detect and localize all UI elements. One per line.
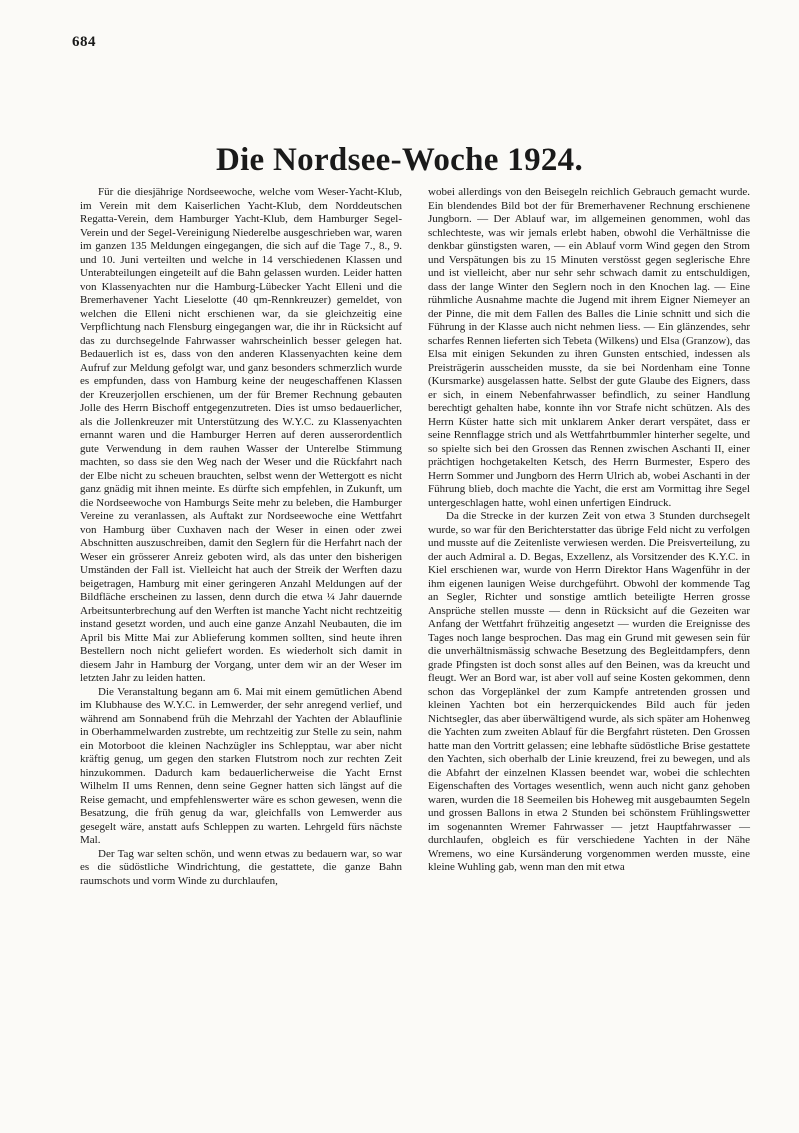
left-column: [80, 186, 402, 1096]
article-title: Die Nordsee-Woche 1924.: [215, 142, 584, 178]
paragraph: Da die Strecke in der kurzen Zeit von etwa 3 Stunden durchsegelt wurde, so war für den Berichterstatter das übrige Feld nicht zu verfolgen und musste auf die Zeitenliste verwiesen werden. Die Preisverteilung, zu der auch Admiral a. D. Begas, Exzellenz, als Vorsitzender des K.Y.C. in Kiel erschienen war, wurde von Herrn Direktor Hans Wagenführ in der ihm eigenen launigen Weise durchgeführt. Obwohl der kommende Tag an Segler, Richter und sonstige amtlich beteiligte Herren grosse Ansprüche stellen musste — denn in Rücksicht auf die Gezeiten war Anfang der Wettfahrt frühzeitig angesetzt — wurden die Ereignisse des Tages noch lange besprochen. Das mag ein Grund mit gewesen sein für die unverhältnismässig schwache Besetzung des Begleitdampfers, denn grade Pfingsten ist doch sonst alles auf den Beinen, was da kreucht und fleugt. Wer an Bord war, ist aber voll auf seine Kosten gekommen, denn schon das Vorgeplänkel der zum Kampfe antretenden grossen und kleinen Yachten bot ein herzerquickendes Bild auch für jeden Nichtsegler, das aber überwältigend wurde, als sich später am Hohenweg die Yachten zum zweiten Ablauf für die Bergfahrt rüsteten. Den Grossen hatte man den Vortritt gelassen; eine lebhafte südöstliche Brise gestattete den Yachten, sich oberhalb der Linie kreuzend, frei zu bewegen, und als die Abfahrt der einzelnen Klassen beendet war, wobei die schlechten Eigenschaften des Vortages wesentlich, wenn auch nicht ganz gehoben waren, wurden die 18 Seemeilen bis Hoheweg mit ausgebaumten Segeln und grossen Ballons in etwa 2 Stunden bei schönstem Frühlingswetter im sogenannten Wremer Fahrwasser — jetzt Hauptfahrwasser — durchlaufen, obgleich es für verschiedene Yachten in der Nähe Wremens, wo eine Kursänderung vorgenommen werden musste, eine kleine Wuhling gab, wenn man den mit etwa: [428, 510, 750, 873]
paragraph: wobei allerdings von den Beisegeln reichlich Gebrauch gemacht wurde. Ein blendendes Bild bot der für Bremerhavener Rechnung erschienene Jungborn. — Der Ablauf war, im allgemeinen genommen, wohl das schlechteste, was wir jemals erlebt haben, obwohl die Verhältnisse die denkbar günstigsten waren, — ein Ablauf vorm Wind gegen den Strom und Verspätungen bis zu 15 Minuten verstösst gegen seglerische Ehre und ist vielleicht, aber nur sehr sehr schwach damit zu entschuldigen, dass der lange Winter den Seglern noch in den Knochen lag. — Eine rühmliche Ausnahme machte die Jugend mit ihrem Eigner Niemeyer an der Pinne, die mit dem Fallen des Balles die Linie schnitt und sich die Führung in der Klasse auch nicht nehmen liess. — Ein glänzendes, sehr scharfes Rennen lieferten sich Tebeta (Wilkens) und Elsa (Granzow), das Elsa mit einigen Sekunden zu ihren Gunsten entschied, indessen als Preisträgerin ausscheiden musste, da sie bei Nordenham eine Tonne (Kursmarke) ausgelassen hatte. Selbst der gute Glaube des Eigners, dass er sich, in einem Nebenfahrwasser befindlich, zu seiner Handlung berechtigt gehalten habe, konnte ihn vor Strafe nicht schützen. Als des Herrn Küster hatte sich mit unklarem Anker derart verspätet, dass er seine Rennflagge strich und als Wettfahrtbummler hinterher segelte, und so spielte sich bei den Grossen das Rennen zwischen Aschanti II, einer prächtigen hochgetakelten Ketsch, des Herrn Burmester, Espero des Herrn Sommer und Jungborn des Herrn Ulrich ab, wobei Aschanti in der Führung blieb, doch machte die Yacht, die erst am Vormittag ihre Segel untergeschlagen hatte, wohl einen unfertigen Eindruck.: [428, 186, 750, 509]
paragraph: Der Tag war selten schön, und wenn etwas zu bedauern war, so war es die südöstliche Windrichtung, die gestattete, die ganze Bahn raumschots und vorm Winde zu durchlaufen,: [80, 847, 402, 887]
paragraph: Für die diesjährige Nordseewoche, welche vom Weser-Yacht-Klub, im Verein mit dem Kaiserlichen Yacht-Klub, dem Norddeutschen Regatta-Verein, dem Hamburger Yacht-Klub, dem Hamburger Segel-Verein und der Segel-Vereinigung Niederelbe ausgeschrieben war, waren im ganzen 135 Meldungen eingegangen, die sich auf die Tage 7., 8., 9. und 10. Juni verteilten und welche in 14 verschiedenen Klassen und Unterabteilungen eingeteilt auf die Bahn gelassen wurden. Leider hatten von Klassenyachten nur die Hamburg-Lübecker Yacht Elleni und die Bremerhavener Yacht Lieselotte (40 qm-Rennkreuzer) gemeldet, von welchen die Elleni nicht erschienen war, da sie gleichzeitig eine Verpflichtung nach Flensburg eingegangen war, die ihr in Rücksicht auf das zu durchsegelnde Fahrwasser wahrscheinlich besser gelegen hat. Bedauerlich ist es, dass von den anderen Klassenyachten keine dem Aufruf zur Meldung gefolgt war, und ganz besonders schmerzlich wurde es empfunden, dass von Hamburg keine der neugeschaffenen Klassen der Kreuzerjollen erschienen, um der für Bremer Rechnung gebauten Jolle des Herrn Bischoff entgegenzutreten. Dies ist umso bedauerlicher, als die Jollenkreuzer mit Unterstützung des W.Y.C. zu Klassenyachten ernannt waren und die Hamburger Herren auf deren ausserordentlich gute Verwendung in dem rauhen Wasser der Unterelbe Stimmung machten, so dass sie den Weg nach der Weser und die Rückfahrt nach der Elbe nicht zu scheuen brauchten, selbst wenn der Wettergott es nicht ganz gnädig mit ihnen meinte. Es dürfte sich empfehlen, in Zukunft, um die Nordseewoche von Hamburgs Seite mehr zu beleben, die Hamburger Vereine zu veranlassen, als Auftakt zur Nordseewoche eine Wettfahrt von Hamburg über Cuxhaven nach der Weser in einen oder zwei Abschnitten auszuschreiben, damit den Seglern für die Herfahrt nach der Weser ein grösserer Anreiz geboten wird, als das unter den bisherigen Umständen der Fall ist. Vielleicht hat auch der Streik der Werften dazu beigetragen, Hamburg mit einer geringeren Anzahl Meldungen auf der Bildfläche erscheinen zu lassen, denn durch die etwa ¼ Jahr dauernde Arbeitsunterbrechung auf den Werften ist manche Yacht nicht rechtzeitig instand gesetzt worden, und auch eine ganze Anzahl Neubauten, die im April bis Mitte Mai zur Ablieferung kommen sollten, sind heute ihren Bestellern noch nicht geliefert worden. Es wiederholt sich damit in diesem Jahr in Hamburg der Vorgang, unter dem wir an der Weser im letzten Jahr zu leiden hatten.: [80, 186, 402, 684]
paragraph: Die Veranstaltung begann am 6. Mai mit einem gemütlichen Abend im Klubhause des W.Y.C. in Lemwerder, der sehr anregend verlief, und während am Sonnabend früh die Mehrzahl der Yachten der Ablauflinie in Oberhammelwarden zustrebte, um rechtzeitig zur Stelle zu sein, nahm ein Motorboot die kleinen Nachzügler ins Schlepptau, war aber nicht kräftig genug, um gegen den starken Flutstrom noch zur rechten Zeit hinzukommen. Dadurch kam bedauerlicherweise die Yacht Ernst Wilhelm II ums Rennen, denn seine Gegner hatten sich längst auf die Reise gemacht, und empfehlenswerter wäre es schon gewesen, wenn die Besatzung, die früh genug da war, gleichfalls von Lemwerder aus gesegelt wäre, anstatt aufs Schleppen zu warten. Lehrgeld fürs nächste Mal.: [80, 685, 402, 846]
page-number: 684: [72, 34, 96, 50]
article-body: [80, 186, 750, 1096]
right-column: [428, 186, 750, 1096]
